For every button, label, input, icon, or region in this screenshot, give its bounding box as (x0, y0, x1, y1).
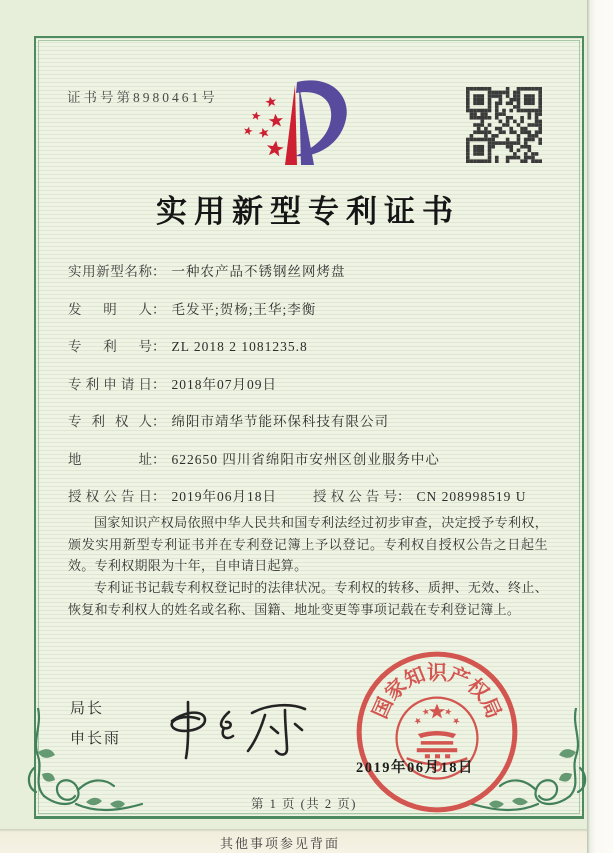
seal-char: 识 (426, 662, 448, 685)
field-value: 一种农产品不锈钢丝网烤盘 (171, 264, 346, 279)
grant-date-value: 2019年06月18日 (171, 489, 277, 504)
page-number: 第 1 页 (共 2 页) (251, 797, 357, 811)
field-label: 专利权人 (68, 414, 152, 429)
signer-block (70, 697, 121, 757)
signature-icon (152, 690, 327, 768)
field-row-inventors: 发明人： 毛发平;贺杨;王华;李衡 (68, 298, 558, 318)
field-row-address: 地址： 622650 四川省绵阳市安州区创业服务中心 (68, 448, 558, 468)
field-row-name: 实用新型名称： 一种农产品不锈钢丝网烤盘 (68, 260, 558, 280)
seal-date: 2019年06月18日 (356, 760, 474, 776)
signer-name: 申长雨 (70, 731, 122, 747)
page-title: 实用新型专利证书 (156, 194, 460, 229)
grant-no-value: CN 208998519 U (416, 489, 527, 504)
field-value: 绵阳市靖华节能环保科技有限公司 (171, 414, 389, 429)
field-value: 622650 四川省绵阳市安州区创业服务中心 (171, 451, 440, 467)
seal-char: 产 (445, 663, 473, 692)
field-row-filing-date: 专利申请日： 2018年07月09日 (68, 373, 558, 393)
seal-char: 局 (476, 694, 505, 722)
seal-char: 国 (369, 694, 398, 722)
seal-char: 知 (401, 663, 429, 692)
field-label: 专利申请日 (68, 376, 152, 392)
field-value: 2018年07月09日 (171, 376, 277, 392)
signer-title: 局长 (70, 701, 105, 717)
legal-paragraph-1: 国家知识产权局依照中华人民共和国专利法经过初步审查，决定授予专利权，颁发实用新型专利证书并在专利登记簿上予以登记。专利权自授权公告之日起生效。专利权期限为十年，自申请日起算。 (68, 515, 548, 574)
field-label: 授权公告号 (313, 489, 397, 504)
paper-edge-right (587, 0, 613, 853)
cnipa-patent-logo-icon (237, 70, 355, 170)
field-row-grant: 授权公告日： 2019年06月18日 授权公告号： CN 208998519 U (68, 485, 558, 505)
field-label: 发明人 (68, 301, 152, 317)
seal-char: 权 (462, 674, 493, 705)
legal-text (68, 512, 548, 621)
field-label: 实用新型名称 (68, 264, 152, 279)
field-label: 专利号 (68, 339, 152, 354)
field-value: ZL 2018 2 1081235.8 (171, 339, 308, 354)
field-row-patent-no: 专利号： ZL 2018 2 1081235.8 (68, 335, 558, 355)
field-list (68, 260, 558, 523)
qr-code (464, 87, 544, 163)
legal-paragraph-2: 专利证书记载专利权登记时的法律状况。专利权的转移、质押、无效、终止、恢复和专利权人的姓名或名称、国籍、地址变更等事项记载在专利登记簿上。 (68, 580, 548, 617)
seal-char: 家 (381, 674, 412, 705)
field-value: 毛发平;贺杨;王华;李衡 (171, 301, 317, 317)
field-label: 授权公告日 (68, 489, 152, 504)
field-label: 地址 (68, 451, 152, 467)
back-note: 其他事项参见背面 (219, 836, 340, 851)
field-row-patentee: 专利权人： 绵阳市靖华节能环保科技有限公司 (68, 410, 558, 430)
certificate-number: 证书号第8980461号 (67, 90, 218, 105)
